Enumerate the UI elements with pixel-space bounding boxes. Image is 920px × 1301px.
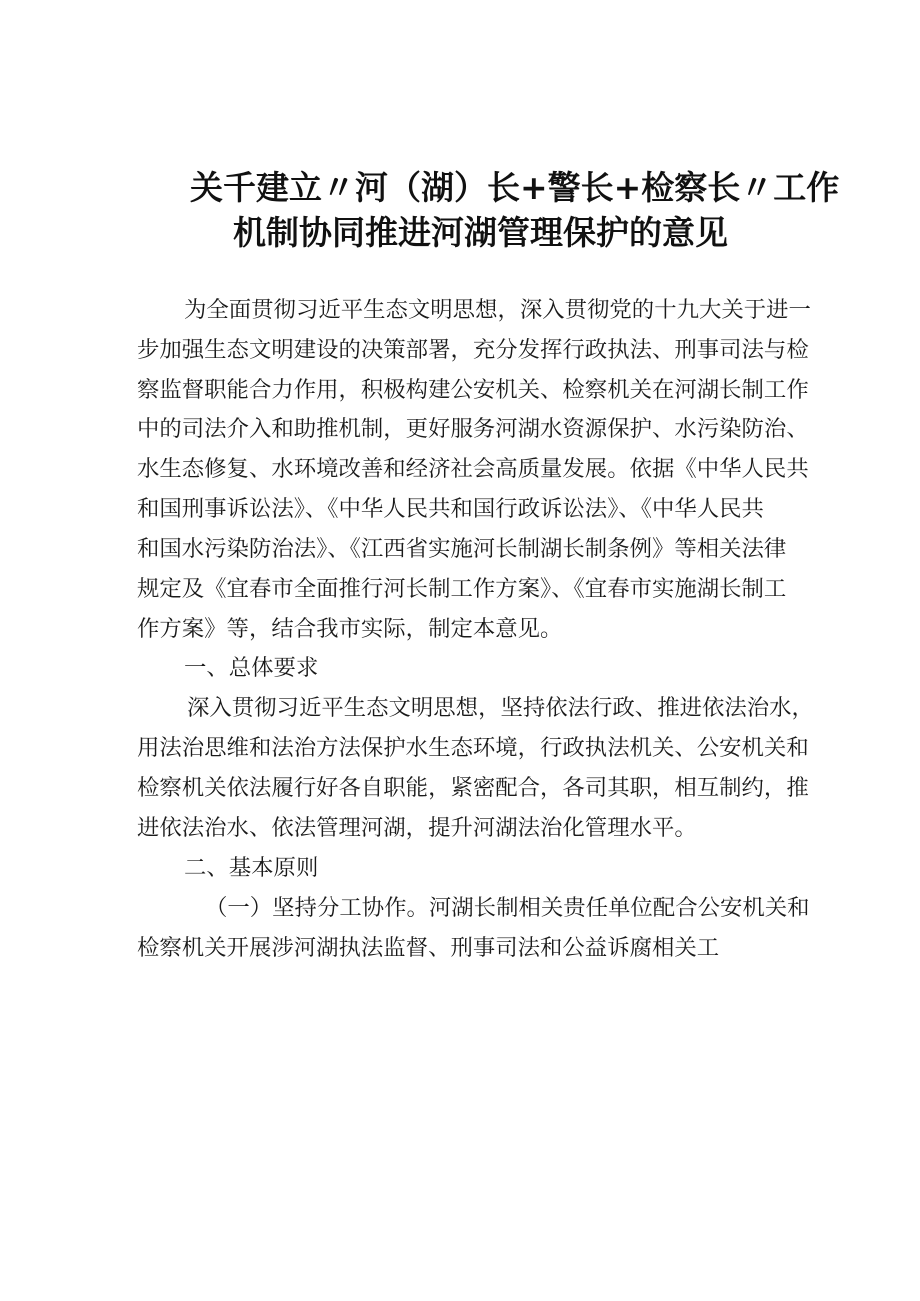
intro-line-4: 中的司法介入和助推机制，更好服务河湖水资源保护、水污染防治、 bbox=[137, 416, 809, 442]
intro-line-9: 作方案》等，结合我市实际，制定本意见。 bbox=[137, 616, 563, 642]
intro-line-8: 规定及《宜春市全面推行河长制工作方案》、《宜春市实施湖长制工 bbox=[137, 576, 787, 602]
section-1-heading: 一、总体要求 bbox=[184, 655, 319, 681]
section-2-line-2: 检察机关开展涉河湖执法监督、刑事司法和公益诉腐相关工 bbox=[137, 935, 720, 961]
section-1-line-1: 深入贯彻习近平生态文明思想，坚持依法行政、推进依法治水， bbox=[187, 695, 814, 721]
intro-line-6: 和国刑事诉讼法》、《中华人民共和国行政诉讼法》、《中华人民共 bbox=[137, 496, 764, 522]
section-1-line-2: 用法治思维和法治方法保护水生态环境，行政执法机关、公安机关和 bbox=[137, 735, 809, 761]
intro-line-7: 和国水污染防治法》、《江西省实施河长制湖长制条例》等相关法律 bbox=[137, 536, 787, 562]
document-title-line-2: 机制协同推进河湖管理保护的意见 bbox=[233, 213, 728, 252]
intro-line-5: 水生态修复、水环境改善和经济社会高质量发展。依据《中华人民共 bbox=[137, 456, 809, 482]
document-title-line-1: 关千建立〃河（湖）长+警长+检察长〃工作 bbox=[190, 168, 840, 207]
section-1-line-3: 检察机关依法履行好各自职能，紧密配合，各司其职，相互制约，推 bbox=[137, 775, 809, 801]
intro-line-2: 步加强生态文明建设的决策部署，充分发挥行政执法、刑事司法与检 bbox=[137, 337, 809, 363]
intro-line-3: 察监督职能合力作用，积极构建公安机关、检察机关在河湖长制工作 bbox=[137, 377, 809, 403]
section-2-heading: 二、基本原则 bbox=[184, 855, 319, 881]
intro-line-1: 为全面贯彻习近平生态文明思想，深入贯彻党的十九大关于进一 bbox=[184, 297, 811, 323]
section-2-line-1: （一）坚持分工协作。河湖长制相关贵任单位配合公安机关和 bbox=[205, 895, 810, 921]
section-1-line-4: 进依法治水、依法管理河湖，提升河湖法治化管理水平。 bbox=[137, 815, 697, 841]
